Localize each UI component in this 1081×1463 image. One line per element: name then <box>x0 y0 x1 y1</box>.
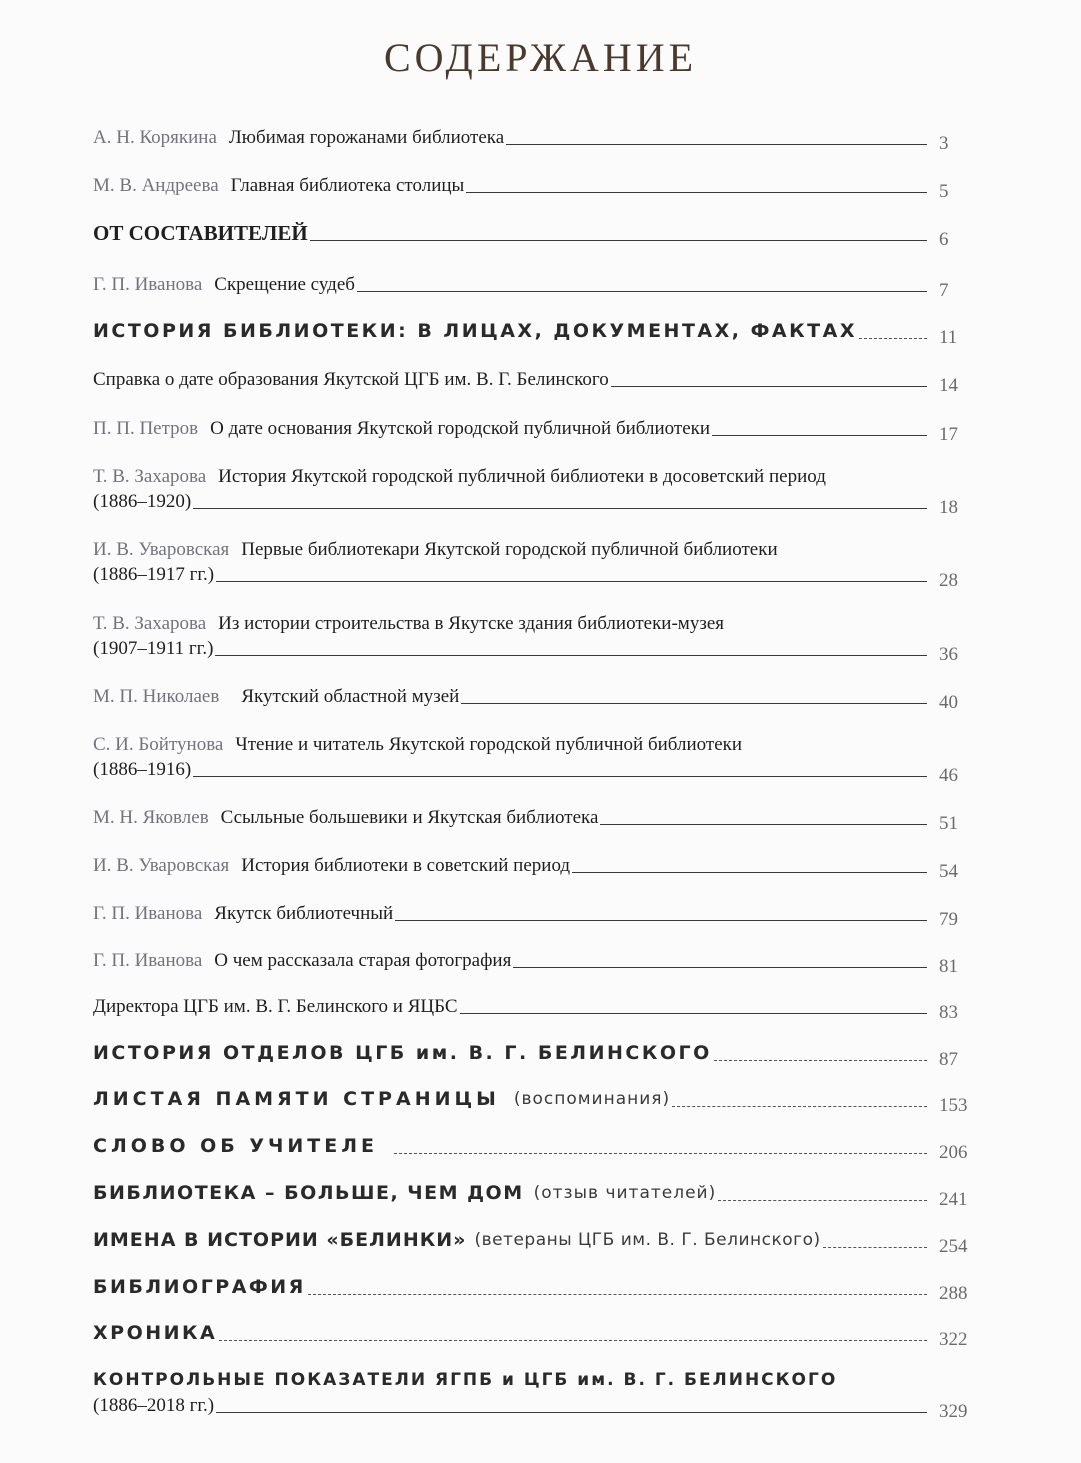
toc-entry[interactable] <box>93 1321 975 1350</box>
toc-entry[interactable] <box>93 684 975 713</box>
entry-subtitle: (воспоминания) <box>513 1089 671 1109</box>
entry-title-cont: (1886–1916) <box>93 759 192 780</box>
entry-page: 288 <box>939 1283 968 1304</box>
entry-author: Г. П. Иванова <box>93 274 203 295</box>
entry-title: Справка о дате образования Якутской ЦГБ им. В. Г. Белинского <box>93 369 609 390</box>
leader-line <box>823 1247 927 1248</box>
entry-author: И. В. Уваровская <box>93 855 230 876</box>
entry-title: БИБЛИОГРАФИЯ <box>93 1276 306 1298</box>
entry-author: А. Н. Корякина <box>93 127 217 148</box>
entry-page: 81 <box>939 956 958 977</box>
entry-author: Т. В. Захарова <box>93 466 207 487</box>
toc-entry[interactable] <box>93 1181 975 1210</box>
entry-page: 241 <box>939 1189 968 1210</box>
toc-entry[interactable] <box>93 537 975 591</box>
leader-line <box>308 1294 927 1295</box>
entry-author: Г. П. Иванова <box>93 903 203 924</box>
entry-author: П. П. Петров <box>93 418 199 439</box>
entry-page: 322 <box>939 1329 968 1350</box>
leader-line <box>466 192 927 193</box>
entry-title: История Якутской городской публичной библиотеки в досоветский период <box>218 466 826 487</box>
entry-title: БИБЛИОТЕКА – БОЛЬШЕ, ЧЕМ ДОМ <box>93 1182 524 1204</box>
entry-title: Чтение и читатель Якутской городской публичной библиотеки <box>235 734 743 755</box>
entry-page: 153 <box>939 1095 968 1116</box>
entry-title: СЛОВО ОБ УЧИТЕЛЕ <box>93 1135 378 1157</box>
leader-line <box>215 655 927 656</box>
leader-line <box>461 703 927 704</box>
leader-line <box>357 291 927 292</box>
entry-title: О дате основания Якутской городской публичной библиотеки <box>210 418 711 439</box>
entry-subtitle: (отзыв читателей) <box>533 1183 717 1203</box>
entry-page: 5 <box>939 181 949 202</box>
entry-page: 11 <box>939 327 958 348</box>
leader-line <box>513 967 927 968</box>
entry-title: Якутский областной музей <box>241 686 460 707</box>
entry-title: ИСТОРИЯ ОТДЕЛОВ ЦГБ им. В. Г. БЕЛИНСКОГО <box>93 1042 712 1064</box>
leader-line <box>193 508 927 509</box>
entry-page: 6 <box>939 229 949 250</box>
toc-entry[interactable] <box>93 1087 975 1116</box>
entry-author: Т. В. Захарова <box>93 613 207 634</box>
entry-title: КОНТРОЛЬНЫЕ ПОКАЗАТЕЛИ ЯГПБ и ЦГБ им. В. Г. БЕЛИНСКОГО <box>93 1370 838 1390</box>
leader-line <box>712 435 927 436</box>
entry-title: О чем рассказала старая фотография <box>214 950 512 971</box>
entry-page: 54 <box>939 861 958 882</box>
entry-page: 83 <box>939 1002 958 1023</box>
entry-title-cont: (1886–1917 гг.) <box>93 564 215 585</box>
entry-title: ОТ СОСТАВИТЕЛЕЙ <box>93 221 308 245</box>
entry-title: ХРОНИКА <box>93 1322 218 1344</box>
entry-page: 40 <box>939 692 958 713</box>
leader-line <box>395 920 927 921</box>
toc-entry[interactable] <box>93 272 975 301</box>
toc-entry[interactable] <box>93 1368 975 1422</box>
entry-page: 7 <box>939 280 949 301</box>
entry-title: История библиотеки в советский период <box>241 855 571 876</box>
toc-entry[interactable] <box>93 464 975 518</box>
entry-page: 329 <box>939 1401 968 1422</box>
toc-entry[interactable] <box>93 611 975 665</box>
leader-line <box>714 1060 927 1061</box>
entry-author: М. В. Андреева <box>93 175 219 196</box>
entry-title: Главная библиотека столицы <box>230 175 465 196</box>
leader-line <box>672 1106 927 1107</box>
entry-subtitle: (ветераны ЦГБ им. В. Г. Белинского) <box>474 1230 821 1250</box>
leader-line <box>506 144 927 145</box>
entry-page: 14 <box>939 375 958 396</box>
entry-title: Якутск библиотечный <box>214 903 394 924</box>
toc-entry[interactable] <box>93 125 975 154</box>
entry-title: Из истории строительства в Якутске здания библиотеки-музея <box>218 613 724 634</box>
entry-page: 51 <box>939 813 958 834</box>
entry-title: ИМЕНА В ИСТОРИИ «БЕЛИНКИ» <box>93 1229 467 1251</box>
toc-entry[interactable] <box>93 1134 975 1163</box>
leader-line <box>572 872 927 873</box>
leader-line <box>219 1340 927 1341</box>
entry-author: М. Н. Яковлев <box>93 807 209 828</box>
entry-author: И. В. Уваровская <box>93 539 230 560</box>
toc-entry[interactable] <box>93 1275 975 1304</box>
entry-title: Ссыльные большевики и Якутская библиотека <box>220 807 599 828</box>
toc-entry[interactable] <box>93 994 975 1023</box>
entry-title: Скрещение судеб <box>214 274 355 295</box>
toc-entry[interactable] <box>93 221 975 250</box>
entry-page: 254 <box>939 1236 968 1257</box>
entry-title: Директора ЦГБ им. В. Г. Белинского и ЯЦБС <box>93 996 458 1017</box>
leader-line <box>859 338 927 339</box>
entry-page: 87 <box>939 1049 958 1070</box>
entry-page: 28 <box>939 570 958 591</box>
entry-author: М. П. Николаев <box>93 686 220 707</box>
entry-page: 18 <box>939 497 958 518</box>
toc-entry[interactable] <box>93 1041 975 1070</box>
leader-line <box>216 581 927 582</box>
entry-title-cont: (1907–1911 гг.) <box>93 638 214 659</box>
entry-page: 206 <box>939 1142 968 1163</box>
entry-title-cont: (1886–1920) <box>93 491 192 512</box>
leader-line <box>460 1013 927 1014</box>
leader-line <box>611 386 927 387</box>
entry-page: 17 <box>939 424 958 445</box>
toc-entry[interactable] <box>93 732 975 786</box>
toc-entry[interactable] <box>93 805 975 834</box>
entry-page: 3 <box>939 133 949 154</box>
leader-line <box>600 824 927 825</box>
entry-title: ИСТОРИЯ БИБЛИОТЕКИ: В ЛИЦАХ, ДОКУМЕНТАХ, ФАКТАХ <box>93 320 857 342</box>
toc-entry[interactable] <box>93 416 975 445</box>
toc-entry[interactable] <box>93 901 975 930</box>
toc-entry[interactable] <box>93 853 975 882</box>
leader-line <box>193 776 927 777</box>
entry-page: 46 <box>939 765 958 786</box>
entry-page: 36 <box>939 644 958 665</box>
leader-line <box>216 1412 927 1413</box>
entry-author: Г. П. Иванова <box>93 950 203 971</box>
toc-entry[interactable] <box>93 367 975 396</box>
toc-entry[interactable] <box>93 1228 975 1257</box>
entry-title-cont: (1886–2018 гг.) <box>93 1395 215 1416</box>
toc-entry[interactable] <box>93 948 975 977</box>
leader-line <box>394 1153 927 1154</box>
entry-title: Любимая горожанами библиотека <box>228 127 505 148</box>
leader-line <box>718 1200 927 1201</box>
entry-page: 79 <box>939 909 958 930</box>
toc-entry[interactable] <box>93 319 975 348</box>
entry-title: ЛИСТАЯ ПАМЯТИ СТРАНИЦЫ <box>93 1088 500 1110</box>
toc-entry[interactable] <box>93 173 975 202</box>
entry-author: С. И. Бойтунова <box>93 734 224 755</box>
leader-line <box>310 240 927 241</box>
page-title: СОДЕРЖАНИЕ <box>383 35 698 80</box>
entry-title: Первые библиотекари Якутской городской публичной библиотеки <box>241 539 778 560</box>
